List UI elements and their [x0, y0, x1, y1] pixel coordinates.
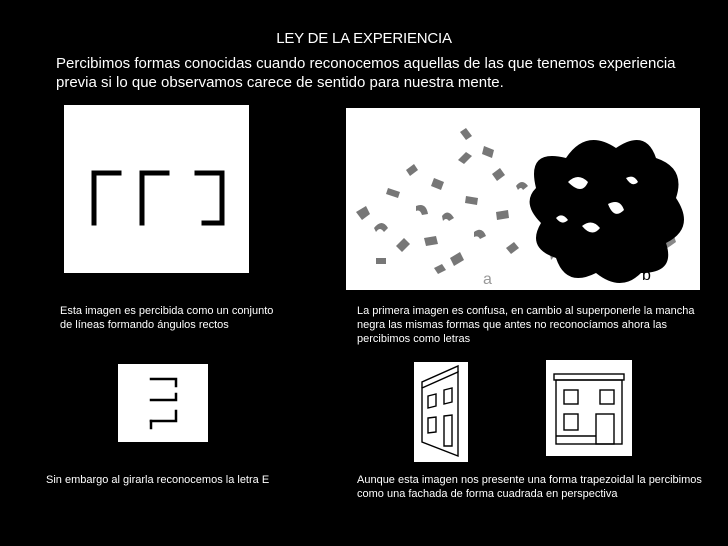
label-a: a: [483, 271, 492, 288]
caption-lines: Esta imagen es percibida como un conjunto de líneas formando ángulos rectos: [60, 305, 274, 331]
caption-facade: Aunque esta imagen nos presente una forma trapezoidal la percibimos como una fachada de forma cuadrada en perspectiva: [357, 474, 702, 500]
square-facade-image: [546, 360, 632, 456]
page-title: LEY DE LA EXPERIENCIA: [276, 30, 452, 47]
label-b: b: [642, 267, 651, 284]
trapezoid-facade-image: [414, 362, 468, 462]
caption-rotated: Sin embargo al girarla reconocemos la letra E: [46, 474, 270, 486]
intro-text: Percibimos formas conocidas cuando reconocemos aquellas de las que tenemos experiencia previa si lo que observamos carece de sentido para nuestra mente.: [56, 55, 676, 91]
right-angle-lines-image: [64, 105, 249, 273]
fragments-and-blob-image: [346, 108, 700, 290]
letter-e-image: [118, 364, 208, 442]
caption-blobs: La primera imagen es confusa, en cambio al superponerle la mancha negra las mismas formas que antes no reconocíamos ahora las percibimos como letras: [357, 305, 695, 345]
